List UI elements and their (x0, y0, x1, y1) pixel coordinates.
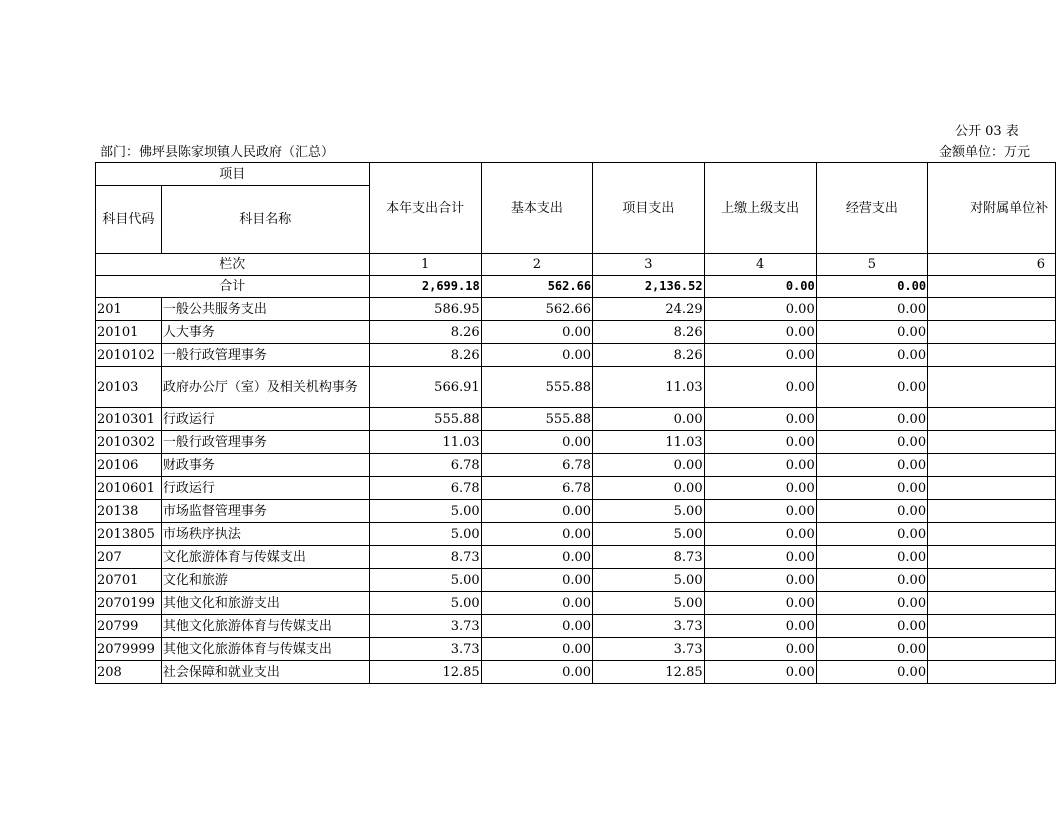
row-subsidiary (928, 615, 1056, 638)
row-project: 0.00 (593, 408, 705, 431)
row-basic: 0.00 (481, 321, 592, 344)
row-subsidiary (928, 661, 1056, 684)
table-row (96, 661, 1056, 684)
row-upper: 0.00 (704, 321, 816, 344)
row-total: 3.73 (369, 615, 481, 638)
table-row (96, 477, 1056, 500)
row-basic: 0.00 (481, 569, 592, 592)
row-upper: 0.00 (704, 546, 816, 569)
header-row-1 (96, 163, 1056, 186)
row-subsidiary (928, 592, 1056, 615)
row-code: 2013805 (96, 523, 162, 546)
row-basic: 6.78 (481, 454, 592, 477)
row-name: 一般公共服务支出 (161, 298, 369, 321)
row-operating: 0.00 (816, 661, 927, 684)
row-subsidiary (928, 298, 1056, 321)
row-upper: 0.00 (704, 523, 816, 546)
upper-header: 上缴上级支出 (704, 163, 816, 254)
sum-operating: 0.00 (816, 276, 927, 298)
unit-label: 金额单位：万元 (939, 145, 1031, 160)
row-subsidiary (928, 569, 1056, 592)
row-name: 财政事务 (161, 454, 369, 477)
row-project: 0.00 (593, 454, 705, 477)
row-code: 201 (96, 298, 162, 321)
row-name: 市场监督管理事务 (161, 500, 369, 523)
row-basic: 0.00 (481, 661, 592, 684)
row-operating: 0.00 (816, 500, 927, 523)
table-row (96, 321, 1056, 344)
index-label: 栏次 (96, 254, 370, 276)
row-project: 11.03 (593, 431, 705, 454)
row-basic: 0.00 (481, 546, 592, 569)
table-row (96, 523, 1056, 546)
row-code: 20106 (96, 454, 162, 477)
table-row (96, 615, 1056, 638)
index-1: 1 (369, 254, 481, 276)
row-subsidiary (928, 321, 1056, 344)
row-subsidiary (928, 344, 1056, 367)
row-total: 8.26 (369, 344, 481, 367)
expenditure-table (95, 162, 1056, 684)
row-subsidiary (928, 500, 1056, 523)
row-upper: 0.00 (704, 367, 816, 408)
operating-header: 经营支出 (816, 163, 927, 254)
row-upper: 0.00 (704, 661, 816, 684)
row-project: 12.85 (593, 661, 705, 684)
row-upper: 0.00 (704, 477, 816, 500)
row-project: 5.00 (593, 523, 705, 546)
index-6: 6 (928, 254, 1056, 276)
row-total: 6.78 (369, 454, 481, 477)
table-number: 公开 03 表 (955, 124, 1019, 139)
row-name: 行政运行 (161, 408, 369, 431)
table-row (96, 592, 1056, 615)
row-upper: 0.00 (704, 615, 816, 638)
project-header: 项目 (96, 163, 370, 186)
row-project: 5.00 (593, 500, 705, 523)
row-name: 社会保障和就业支出 (161, 661, 369, 684)
row-total: 8.26 (369, 321, 481, 344)
row-code: 2079999 (96, 638, 162, 661)
sum-label: 合计 (96, 276, 370, 298)
index-5: 5 (816, 254, 927, 276)
table-row (96, 344, 1056, 367)
table-row (96, 408, 1056, 431)
row-basic: 0.00 (481, 344, 592, 367)
row-code: 2070199 (96, 592, 162, 615)
row-basic: 6.78 (481, 477, 592, 500)
row-subsidiary (928, 431, 1056, 454)
row-code: 2010301 (96, 408, 162, 431)
row-project: 24.29 (593, 298, 705, 321)
row-upper: 0.00 (704, 569, 816, 592)
table-row (96, 298, 1056, 321)
index-2: 2 (481, 254, 592, 276)
sum-basic: 562.66 (481, 276, 592, 298)
row-operating: 0.00 (816, 546, 927, 569)
row-upper: 0.00 (704, 408, 816, 431)
row-operating: 0.00 (816, 367, 927, 408)
row-name: 其他文化旅游体育与传媒支出 (161, 615, 369, 638)
row-total: 8.73 (369, 546, 481, 569)
row-subsidiary (928, 477, 1056, 500)
row-basic: 555.88 (481, 367, 592, 408)
subsidiary-header: 对附属单位补 (928, 163, 1056, 254)
row-name: 市场秩序执法 (161, 523, 369, 546)
row-total: 566.91 (369, 367, 481, 408)
row-basic: 555.88 (481, 408, 592, 431)
index-4: 4 (704, 254, 816, 276)
row-total: 5.00 (369, 569, 481, 592)
row-upper: 0.00 (704, 638, 816, 661)
row-basic: 562.66 (481, 298, 592, 321)
table-row (96, 454, 1056, 477)
row-basic: 0.00 (481, 615, 592, 638)
row-code: 207 (96, 546, 162, 569)
row-project: 3.73 (593, 615, 705, 638)
row-total: 11.03 (369, 431, 481, 454)
row-subsidiary (928, 523, 1056, 546)
row-code: 208 (96, 661, 162, 684)
row-total: 5.00 (369, 523, 481, 546)
row-name: 行政运行 (161, 477, 369, 500)
row-operating: 0.00 (816, 321, 927, 344)
row-code: 20799 (96, 615, 162, 638)
table-row (96, 638, 1056, 661)
row-operating: 0.00 (816, 408, 927, 431)
row-operating: 0.00 (816, 454, 927, 477)
row-basic: 0.00 (481, 500, 592, 523)
department-label: 部门：佛坪县陈家坝镇人民政府（汇总） (100, 145, 335, 160)
table-row (96, 569, 1056, 592)
row-basic: 0.00 (481, 592, 592, 615)
row-name: 文化旅游体育与传媒支出 (161, 546, 369, 569)
table-row (96, 546, 1056, 569)
row-code: 2010302 (96, 431, 162, 454)
row-code: 2010601 (96, 477, 162, 500)
row-operating: 0.00 (816, 431, 927, 454)
row-upper: 0.00 (704, 431, 816, 454)
row-project: 5.00 (593, 592, 705, 615)
row-operating: 0.00 (816, 477, 927, 500)
row-subsidiary (928, 546, 1056, 569)
row-subsidiary (928, 638, 1056, 661)
row-project: 8.26 (593, 321, 705, 344)
row-basic: 0.00 (481, 431, 592, 454)
row-operating: 0.00 (816, 638, 927, 661)
row-name: 人大事务 (161, 321, 369, 344)
sum-total: 2,699.18 (369, 276, 481, 298)
table-row (96, 500, 1056, 523)
table-row (96, 367, 1056, 408)
row-operating: 0.00 (816, 523, 927, 546)
sum-row (96, 276, 1056, 298)
code-header: 科目代码 (96, 186, 162, 254)
row-subsidiary (928, 408, 1056, 431)
row-operating: 0.00 (816, 344, 927, 367)
row-basic: 0.00 (481, 638, 592, 661)
row-project: 8.73 (593, 546, 705, 569)
row-name: 一般行政管理事务 (161, 431, 369, 454)
index-row (96, 254, 1056, 276)
row-total: 5.00 (369, 592, 481, 615)
row-total: 586.95 (369, 298, 481, 321)
row-name: 其他文化和旅游支出 (161, 592, 369, 615)
row-code: 20138 (96, 500, 162, 523)
row-total: 3.73 (369, 638, 481, 661)
row-operating: 0.00 (816, 615, 927, 638)
row-name: 文化和旅游 (161, 569, 369, 592)
row-upper: 0.00 (704, 592, 816, 615)
sum-subsidiary (928, 276, 1056, 298)
row-upper: 0.00 (704, 298, 816, 321)
row-upper: 0.00 (704, 500, 816, 523)
name-header: 科目名称 (161, 186, 369, 254)
row-operating: 0.00 (816, 298, 927, 321)
row-name: 一般行政管理事务 (161, 344, 369, 367)
row-total: 6.78 (369, 477, 481, 500)
row-code: 20701 (96, 569, 162, 592)
row-subsidiary (928, 454, 1056, 477)
table-row (96, 431, 1056, 454)
row-total: 555.88 (369, 408, 481, 431)
row-project: 0.00 (593, 477, 705, 500)
row-project: 8.26 (593, 344, 705, 367)
row-operating: 0.00 (816, 592, 927, 615)
row-subsidiary (928, 367, 1056, 408)
basic-header: 基本支出 (481, 163, 592, 254)
row-code: 20101 (96, 321, 162, 344)
row-project: 5.00 (593, 569, 705, 592)
row-basic: 0.00 (481, 523, 592, 546)
row-upper: 0.00 (704, 344, 816, 367)
row-upper: 0.00 (704, 454, 816, 477)
row-total: 12.85 (369, 661, 481, 684)
index-3: 3 (593, 254, 705, 276)
row-name: 其他文化旅游体育与传媒支出 (161, 638, 369, 661)
project-exp-header: 项目支出 (593, 163, 705, 254)
total-header: 本年支出合计 (369, 163, 481, 254)
row-project: 3.73 (593, 638, 705, 661)
row-total: 5.00 (369, 500, 481, 523)
row-code: 2010102 (96, 344, 162, 367)
row-operating: 0.00 (816, 569, 927, 592)
row-code: 20103 (96, 367, 162, 408)
row-name: 政府办公厅（室）及相关机构事务 (161, 367, 369, 408)
sum-upper: 0.00 (704, 276, 816, 298)
sum-project: 2,136.52 (593, 276, 705, 298)
row-project: 11.03 (593, 367, 705, 408)
